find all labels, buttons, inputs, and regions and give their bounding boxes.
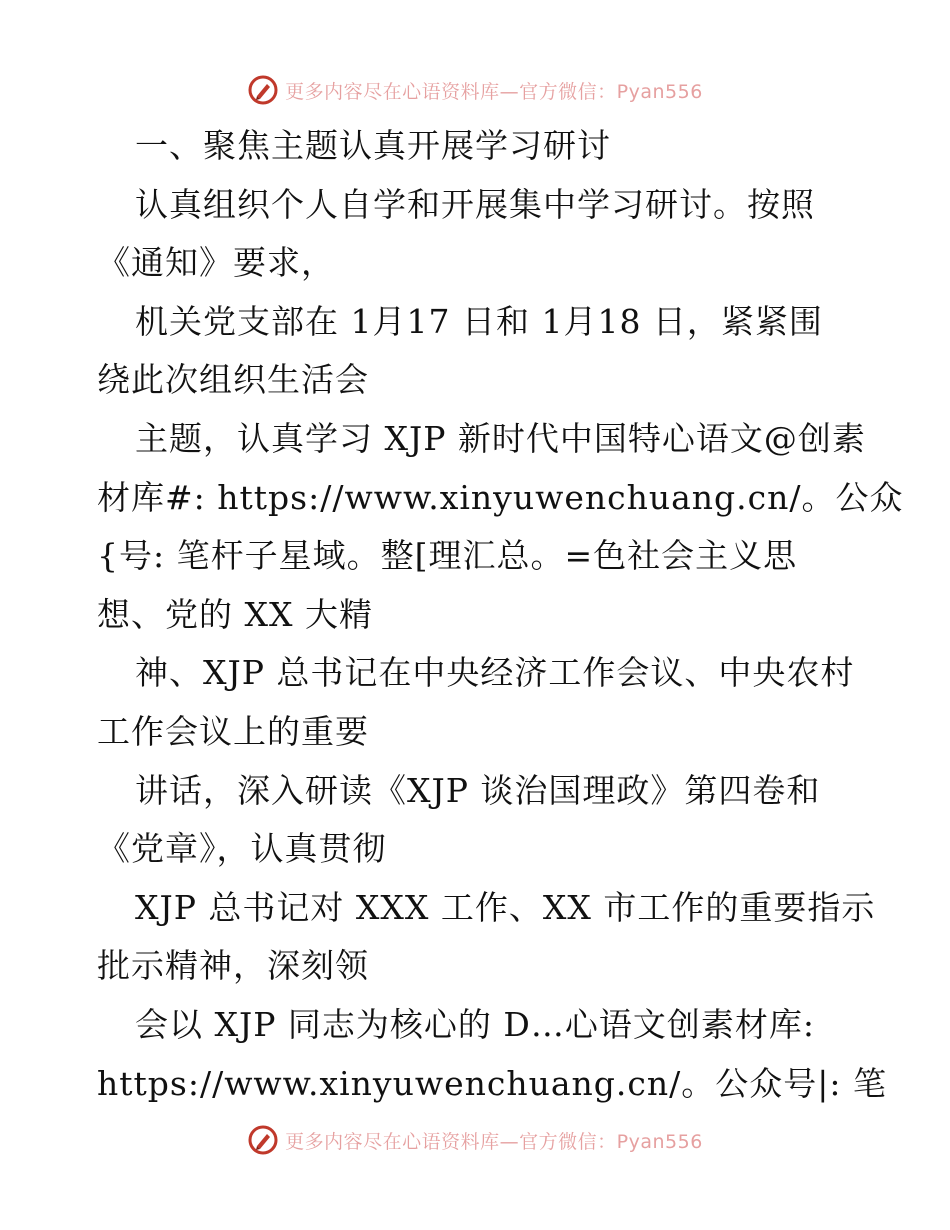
text-line: 绕此次组织生活会 (97, 360, 369, 400)
text-line: 一、聚焦主题认真开展学习研讨 (135, 126, 611, 165)
page-footer-watermark (0, 1122, 950, 1158)
text-line: 会以 XJP 同志为核心的 D…心语文创素材库: (135, 1004, 815, 1044)
document-body (97, 117, 904, 1113)
text-line: 《党章》，认真贯彻 (97, 829, 387, 869)
text-line: 《通知》要求， (97, 243, 335, 283)
pen-logo-icon (247, 74, 279, 106)
text-line: 工作会议上的重要 (97, 711, 369, 751)
header-watermark-text: 更多内容尽在心语资料库—官方微信：Pyan556 (285, 80, 703, 103)
text-line: 讲话，深入研读《XJP 谈治国理政》第四卷和 (135, 770, 821, 810)
text-line: 想、党的 XX 大精 (97, 594, 373, 634)
page-header-watermark (0, 72, 950, 108)
text-line: https://www.xinyuwenchuang.cn/。公众号|: 笔 (97, 1063, 887, 1103)
text-line: 神、XJP 总书记在中央经济工作会议、中央农村 (135, 653, 855, 693)
text-line: 主题，认真学习 XJP 新时代中国特心语文@创素 (135, 418, 866, 458)
text-line: 材库#: https://www.xinyuwenchuang.cn/。公众 (97, 477, 904, 517)
text-line: 批示精神，深刻领 (97, 946, 369, 986)
text-line: XJP 总书记对 XXX 工作、XX 市工作的重要指示 (135, 887, 876, 927)
text-line: {号: 笔杆子星域。整[理汇总。=色社会主义思 (97, 536, 798, 576)
text-line: 认真组织个人自学和开展集中学习研讨。按照 (135, 184, 815, 224)
pen-logo-icon (247, 1124, 279, 1156)
footer-watermark-text: 更多内容尽在心语资料库—官方微信：Pyan556 (285, 1130, 703, 1153)
text-line: 机关党支部在 1月17 日和 1月18 日，紧紧围 (135, 301, 823, 341)
